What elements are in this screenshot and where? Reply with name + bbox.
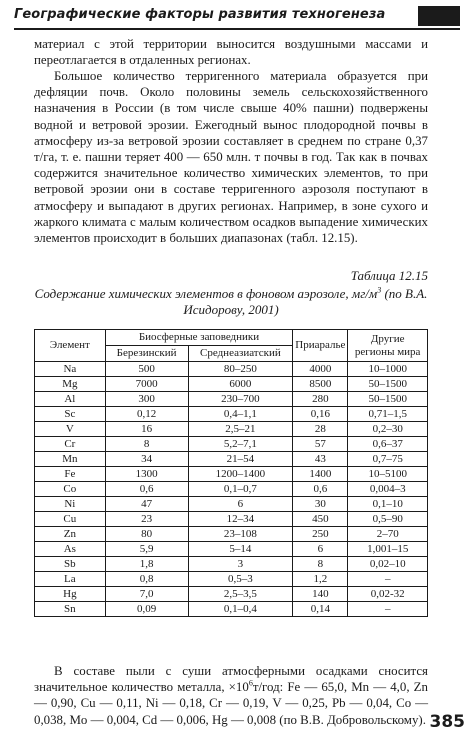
running-header xyxy=(14,6,460,30)
table-cell: 0,1–0,7 xyxy=(188,482,293,497)
table-cell: 5,9 xyxy=(105,542,188,557)
table-cell: 4000 xyxy=(293,362,348,377)
table-cell: Cr xyxy=(35,437,106,452)
table-cell: V xyxy=(35,422,106,437)
table-cell: 0,7–75 xyxy=(348,452,428,467)
header-priaralye: Приаралье xyxy=(293,330,348,362)
table-row xyxy=(35,542,428,557)
table-cell: 0,16 xyxy=(293,407,348,422)
table-cell: Na xyxy=(35,362,106,377)
table-cell: 500 xyxy=(105,362,188,377)
page-number: 385 xyxy=(429,712,465,732)
table-cell: Cu xyxy=(35,512,106,527)
paragraph-continuation: материал с этой территории выносится воздушными массами и переотлагается в отдаленных регионах. xyxy=(34,37,428,68)
paragraph-deflation: Большое количество терригенного материала образуется при дефляции почв. Около половины земель сельскохозяйственного назначения в России (в том числе свыше 40% пашни) подвержены водной и ветровой эрозии. Ежегодный вынос плодородной почвы в атмосферу из-за ветровой эрозии составляет в среднем по стране 0,37 т/га, т. е. пашни теряет 400 — 650 млн. т почвы в год. Так как в почвах содержится значительное количество химических элементов, то при ветровой эрозии они в составе терригенного аэрозоля поступают в атмосферу и выпадают в других регионах. Например, в зоне сухого и жаркого климата с малым количеством осадков выпадение химических элементов происходит в больших диапазонах (табл. 12.15). xyxy=(34,69,428,246)
header-berezinsky: Березинский xyxy=(105,346,188,362)
table-cell: 1,2 xyxy=(293,572,348,587)
table-cell: 10–1000 xyxy=(348,362,428,377)
header-black-tab xyxy=(418,6,460,26)
table-cell: Sn xyxy=(35,602,106,617)
table-cell: 80–250 xyxy=(188,362,293,377)
table-cell: 0,02-32 xyxy=(348,587,428,602)
table-row xyxy=(35,572,428,587)
table-cell: 6 xyxy=(293,542,348,557)
table-row xyxy=(35,422,428,437)
header-reserves-group: Биосферные заповедники xyxy=(105,330,293,346)
table-cell: 5–14 xyxy=(188,542,293,557)
table-cell: 1,001–15 xyxy=(348,542,428,557)
table-cell: Al xyxy=(35,392,106,407)
table-row xyxy=(35,362,428,377)
table-cell: Zn xyxy=(35,527,106,542)
table-cell: 3 xyxy=(188,557,293,572)
table-cell: 0,09 xyxy=(105,602,188,617)
table-number: Таблица 12.15 xyxy=(350,268,428,283)
table-cell: 0,6 xyxy=(105,482,188,497)
table-cell: Co xyxy=(35,482,106,497)
table-row xyxy=(35,527,428,542)
table-cell: 280 xyxy=(293,392,348,407)
table-cell: 50–1500 xyxy=(348,392,428,407)
table-row xyxy=(35,452,428,467)
table-cell: Sb xyxy=(35,557,106,572)
table-cell: 23–108 xyxy=(188,527,293,542)
table-cell: 6 xyxy=(188,497,293,512)
table-cell: 230–700 xyxy=(188,392,293,407)
table-cell: As xyxy=(35,542,106,557)
table-title: Содержание химических элементов в фоновом аэрозоле, $мг/м^3$ (по В.А. Исидорову, 2001) xyxy=(34,285,428,317)
table-row xyxy=(35,587,428,602)
table-cell: Mn xyxy=(35,452,106,467)
table-cell: 1,8 xyxy=(105,557,188,572)
table-cell: 6000 xyxy=(188,377,293,392)
table-row xyxy=(35,467,428,482)
table-cell: 0,14 xyxy=(293,602,348,617)
table-cell: 1400 xyxy=(293,467,348,482)
table-cell: 0,5–90 xyxy=(348,512,428,527)
table-cell: 0,1–10 xyxy=(348,497,428,512)
table-cell: 8 xyxy=(293,557,348,572)
table-body xyxy=(35,362,428,617)
table-row xyxy=(35,482,428,497)
table-cell: 8 xyxy=(105,437,188,452)
table-cell: 47 xyxy=(105,497,188,512)
table-cell: 0,2–30 xyxy=(348,422,428,437)
table-cell: – xyxy=(348,602,428,617)
table-cell: 0,4–1,1 xyxy=(188,407,293,422)
table-cell: 0,71–1,5 xyxy=(348,407,428,422)
elements-table xyxy=(34,329,428,617)
table-cell: 0,004–3 xyxy=(348,482,428,497)
table-cell: 300 xyxy=(105,392,188,407)
table-cell: 1200–1400 xyxy=(188,467,293,482)
table-cell: 0,02–10 xyxy=(348,557,428,572)
table-cell: Sc xyxy=(35,407,106,422)
table-cell: Fe xyxy=(35,467,106,482)
table-cell: – xyxy=(348,572,428,587)
table-cell: 43 xyxy=(293,452,348,467)
table-cell: 2–70 xyxy=(348,527,428,542)
table-cell: 2,5–21 xyxy=(188,422,293,437)
table-cell: 0,8 xyxy=(105,572,188,587)
table-row xyxy=(35,497,428,512)
table-cell: 12–34 xyxy=(188,512,293,527)
table-cell: 0,1–0,4 xyxy=(188,602,293,617)
table-cell: 28 xyxy=(293,422,348,437)
table-cell: 0,12 xyxy=(105,407,188,422)
table-cell: 8500 xyxy=(293,377,348,392)
table-row xyxy=(35,602,428,617)
table-cell: 50–1500 xyxy=(348,377,428,392)
table-row xyxy=(35,407,428,422)
table-cell: 57 xyxy=(293,437,348,452)
table-cell: Ni xyxy=(35,497,106,512)
table-cell: 0,6 xyxy=(293,482,348,497)
table-cell: La xyxy=(35,572,106,587)
header-element: Элемент xyxy=(35,330,106,362)
table-cell: 16 xyxy=(105,422,188,437)
header-other-regions: Другие регионы мира xyxy=(348,330,428,362)
table-cell: 80 xyxy=(105,527,188,542)
paragraph-metals: В составе пыли с суши атмосферными осадками сносится значительное количество металла, $\times 10^6т$/год: Fe — 65,0, Mn — 4,0, Zn — 0,90, Cu — 0,11, Ni — 0,18, Cr — 0,19, V — 0,25, Pb — 0,04, Co — 0,038, Mo — 0,004, Cd — 0,006, Hg — 0,008 (по В.В. Добровольскому). xyxy=(34,664,428,727)
table-cell: Hg xyxy=(35,587,106,602)
table-cell: 140 xyxy=(293,587,348,602)
table-cell: 2,5–3,5 xyxy=(188,587,293,602)
table-cell: 0,6–37 xyxy=(348,437,428,452)
table-cell: 23 xyxy=(105,512,188,527)
running-header-title: Географические факторы развития техногенеза xyxy=(14,7,386,22)
table-cell: 5,2–7,1 xyxy=(188,437,293,452)
table-cell: 30 xyxy=(293,497,348,512)
table-row xyxy=(35,437,428,452)
table-cell: 0,5–3 xyxy=(188,572,293,587)
header-central-asian: Среднеазиатский xyxy=(188,346,293,362)
table-cell: 21–54 xyxy=(188,452,293,467)
table-cell: 450 xyxy=(293,512,348,527)
table-row xyxy=(35,512,428,527)
table-cell: Mg xyxy=(35,377,106,392)
table-cell: 250 xyxy=(293,527,348,542)
table-cell: 10–5100 xyxy=(348,467,428,482)
table-row xyxy=(35,557,428,572)
table-cell: 7000 xyxy=(105,377,188,392)
table-cell: 1300 xyxy=(105,467,188,482)
table-row xyxy=(35,392,428,407)
table-cell: 34 xyxy=(105,452,188,467)
table-row xyxy=(35,377,428,392)
table-cell: 7,0 xyxy=(105,587,188,602)
